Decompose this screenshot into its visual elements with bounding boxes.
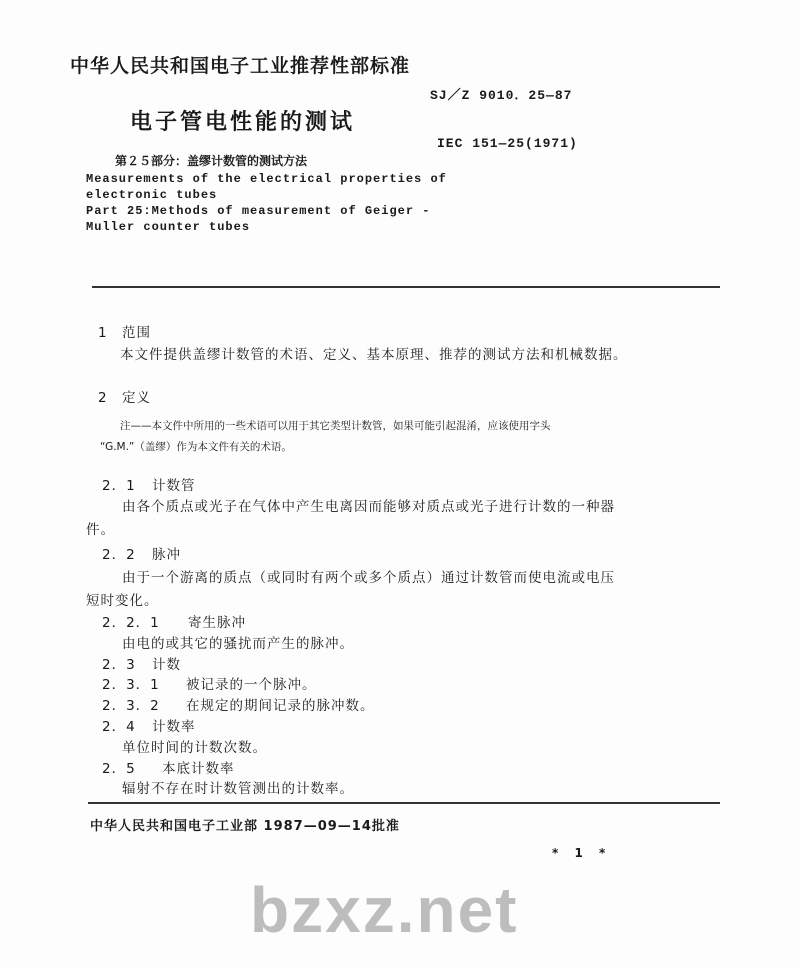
item-title: 计数率 xyxy=(152,719,196,735)
item-title: 寄生脉冲 xyxy=(188,615,246,631)
item-number: 2．3 xyxy=(102,657,136,673)
item-text: 单位时间的计数次数。 xyxy=(122,740,267,756)
item-number: 2．5 xyxy=(102,761,136,777)
approval-line: 中华人民共和国电子工业部 1987—09—14批准 xyxy=(90,819,400,834)
item-title: 脉冲 xyxy=(152,547,181,563)
item-text: 由电的或其它的骚扰而产生的脉冲。 xyxy=(122,636,354,652)
part-title-cn: 第２５部分：盖缪计数管的测试方法 xyxy=(115,154,308,168)
item-number: 2．2．1 xyxy=(102,615,160,631)
item-text: 由各个质点或光子在气体中产生电离因而能够对质点或光子进行计数的一种器 xyxy=(122,499,615,515)
item-number: 2．3．2 xyxy=(102,698,160,714)
item-text: 件。 xyxy=(86,522,115,538)
item-text: 由于一个游离的质点（或同时有两个或多个质点）通过计数管而使电流或电压 xyxy=(122,570,615,586)
title-en-line: Part 25:Methods of measurement of Geiger - xyxy=(86,204,431,218)
item-text: 辐射不存在时计数管测出的计数率。 xyxy=(122,781,354,797)
footer-divider xyxy=(88,802,720,804)
item-title: 计数管 xyxy=(152,478,196,494)
section-title: 定义 xyxy=(122,390,151,406)
title-en-line: electronic tubes xyxy=(86,188,218,202)
item-title: 计数 xyxy=(152,657,181,673)
title-en-line: Measurements of the electrical properties of xyxy=(86,172,447,186)
item-title: 本底计数率 xyxy=(162,761,235,777)
note-text: 注——本文件中所用的一些术语可以用于其它类型计数管，如果可能引起混淆，应该使用字头 xyxy=(120,420,551,432)
divider xyxy=(92,286,720,288)
watermark: bzxz.net xyxy=(250,874,519,946)
page-number: * 1 * xyxy=(552,846,612,860)
title-en-line: Muller counter tubes xyxy=(86,220,251,234)
section-number: 2 xyxy=(98,390,108,406)
note-text: “G.M.”（盖缪）作为本文件有关的术语。 xyxy=(100,441,292,453)
iec-code: IEC 151—25(1971) xyxy=(437,136,578,151)
item-title: 被记录的一个脉冲。 xyxy=(186,677,317,693)
org-standard: 中华人民共和国电子工业推荐性部标准 xyxy=(70,55,411,77)
item-number: 2．3．1 xyxy=(102,677,160,693)
section-title: 范围 xyxy=(122,325,151,341)
item-text: 短时变化。 xyxy=(86,593,159,609)
document-title: 电子管电性能的测试 xyxy=(130,110,356,135)
item-title: 在规定的期间记录的脉冲数。 xyxy=(186,698,375,714)
section-text: 本文件提供盖缪计数管的术语、定义、基本原理、推荐的测试方法和机械数据。 xyxy=(120,347,628,363)
item-number: 2．1 xyxy=(102,478,136,494)
item-number: 2．4 xyxy=(102,719,136,735)
item-number: 2．2 xyxy=(102,547,136,563)
standard-code: SJ／Z 9010．25—87 xyxy=(430,88,573,103)
section-number: 1 xyxy=(98,325,108,341)
